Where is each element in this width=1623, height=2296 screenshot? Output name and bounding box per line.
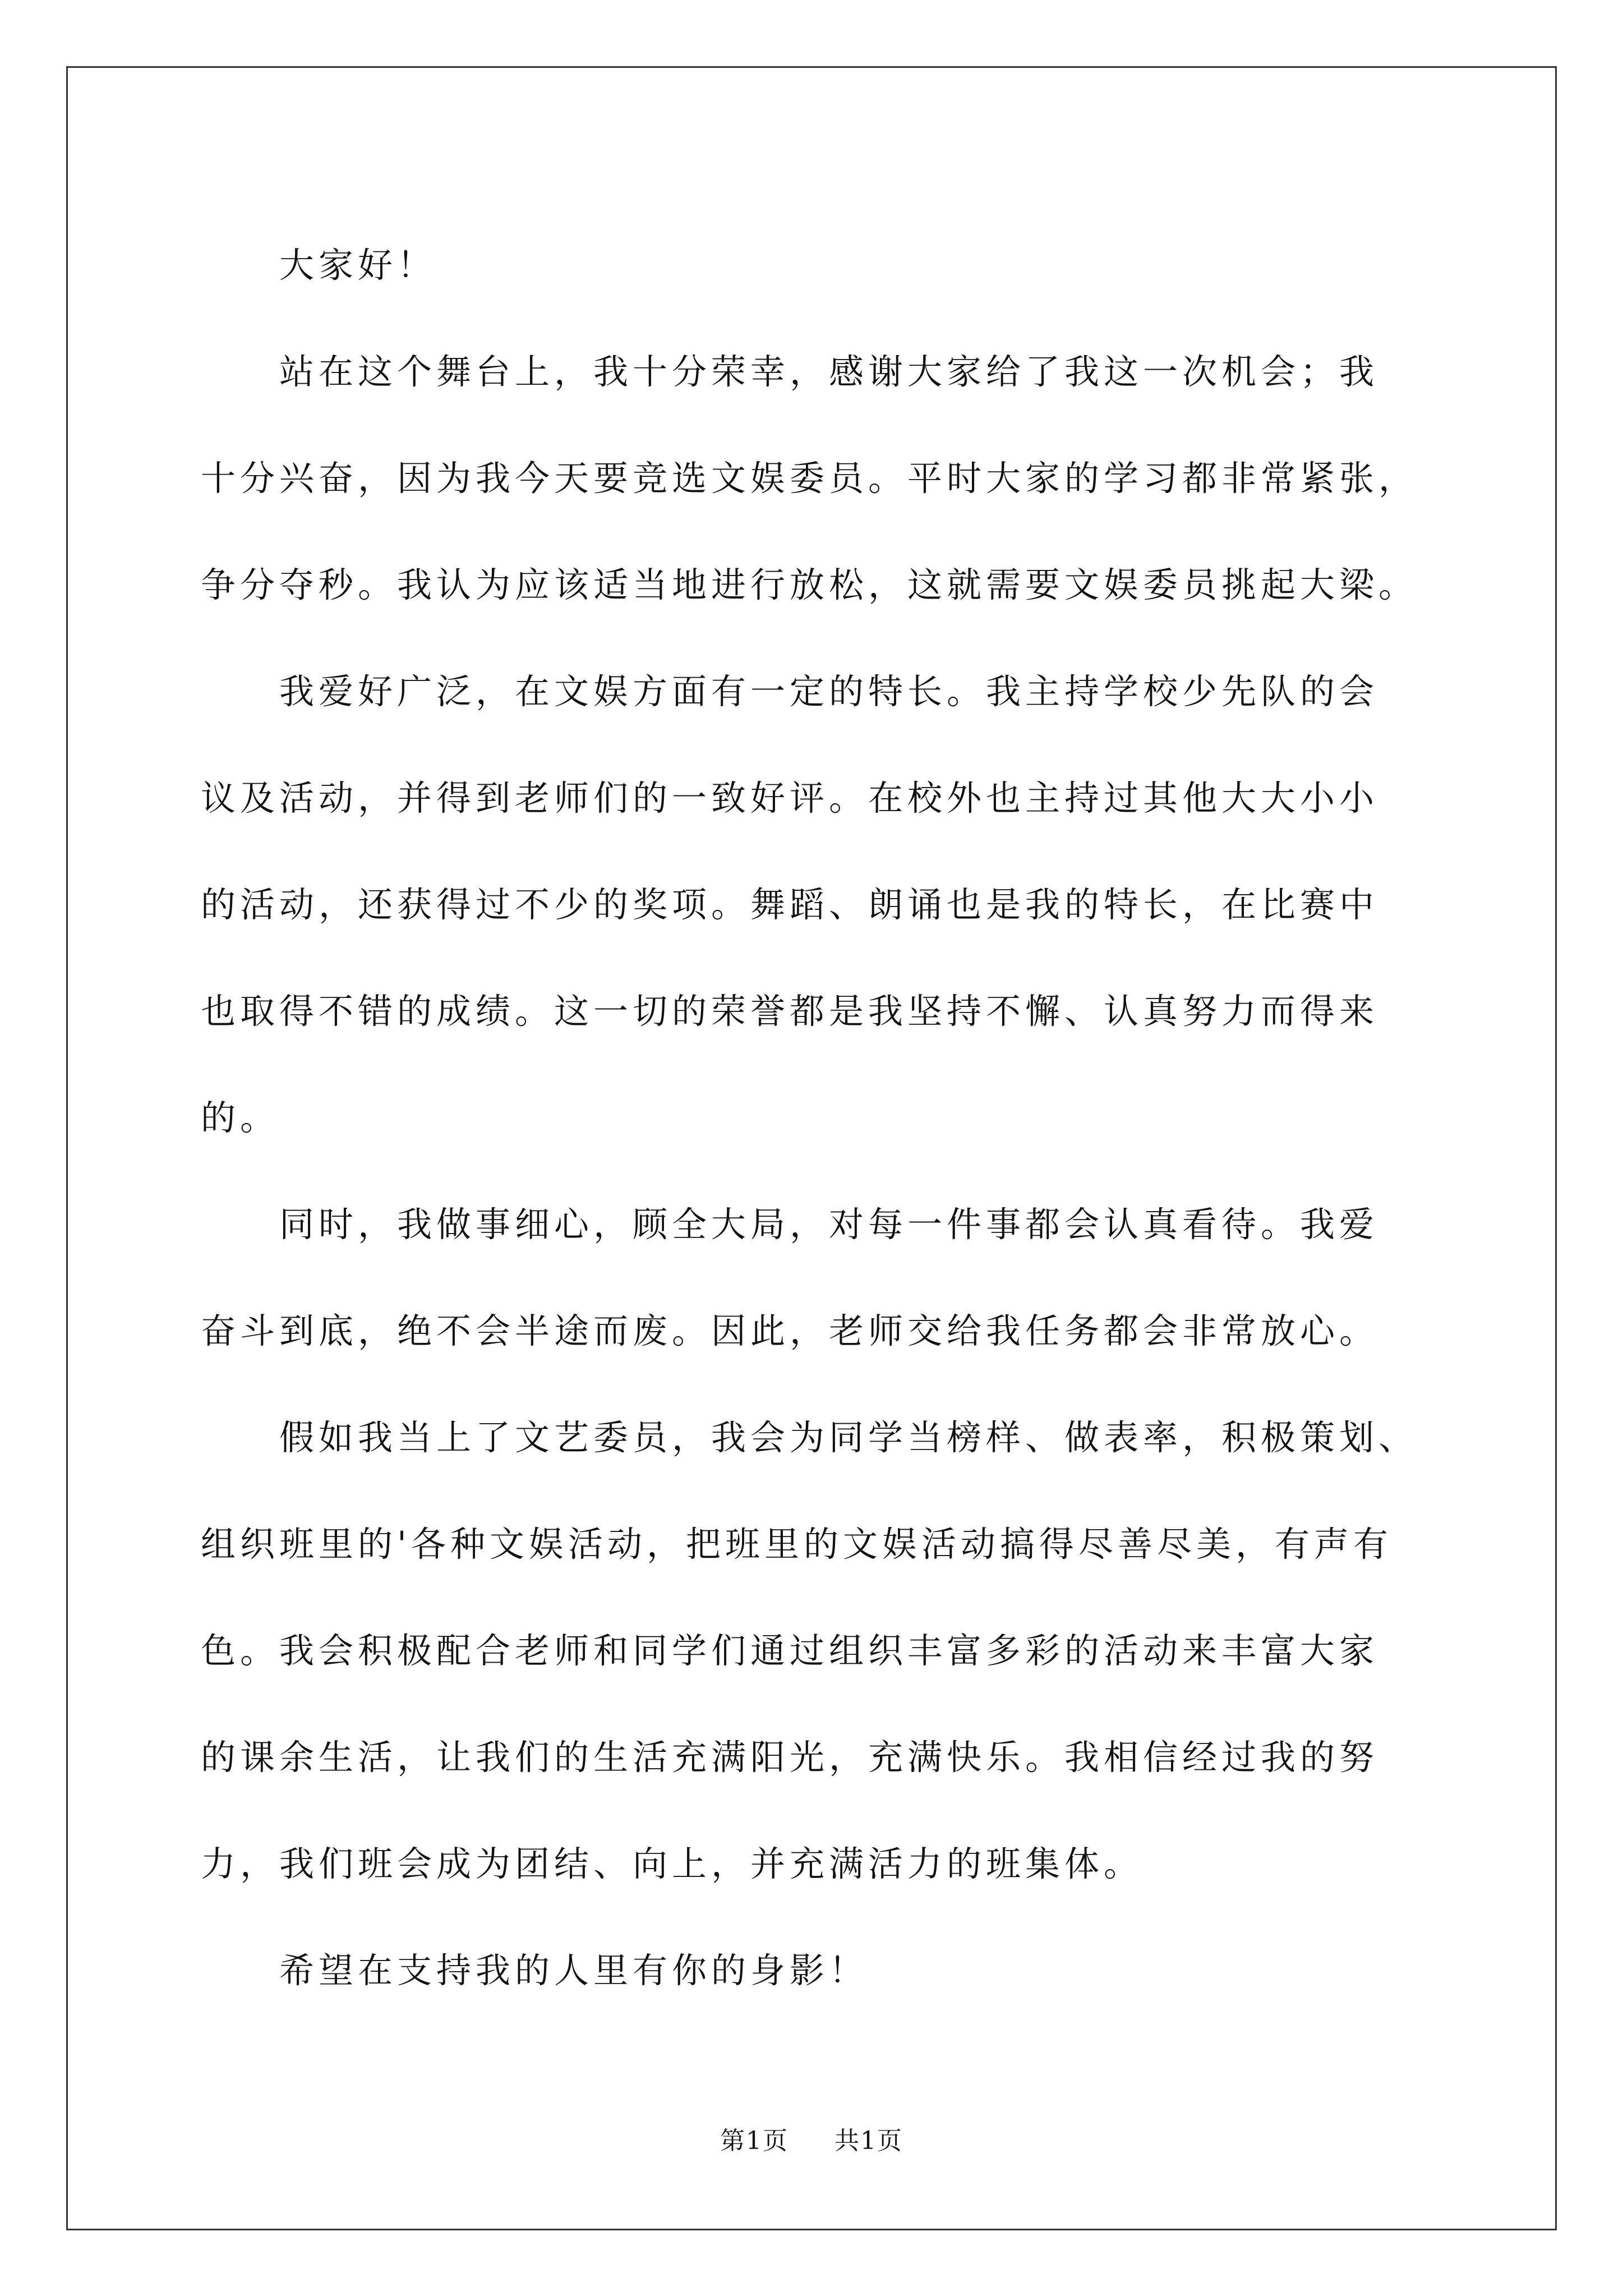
page-footer <box>0 2120 1623 2156</box>
paragraph-greeting <box>201 212 1435 319</box>
text-line: 我爱好广泛，在文娱方面有一定的特长。我主持学校少先队的会 <box>279 671 1379 712</box>
text-line: 也取得不错的成绩。这一切的荣誉都是我坚持不懈、认真努力而得来 <box>201 991 1379 1032</box>
document-body <box>201 212 1435 2024</box>
text-line: 的活动，还获得过不少的奖项。舞蹈、朗诵也是我的特长，在比赛中 <box>201 884 1379 925</box>
text-line: 的。 <box>201 1097 280 1138</box>
paragraph-closing <box>201 1917 1435 2024</box>
text-line: 议及活动，并得到老师们的一致好评。在校外也主持过其他大大小小 <box>201 777 1379 818</box>
text-line: 力，我们班会成为团结、向上，并充满活力的班集体。 <box>201 1843 1144 1884</box>
text-line: 站在这个舞台上，我十分荣幸，感谢大家给了我这一次机会；我 <box>279 351 1379 392</box>
paragraph-character <box>201 1171 1435 1384</box>
text-line: 争分夺秒。我认为应该适当地进行放松，这就需要文娱委员挑起大梁。 <box>201 564 1418 605</box>
text-line: 希望在支持我的人里有你的身影！ <box>279 1950 869 1991</box>
paragraph-strengths <box>201 638 1435 1171</box>
text-line: 十分兴奋，因为我今天要竞选文娱委员。平时大家的学习都非常紧张， <box>201 458 1418 499</box>
text-line: 组织班里的'各种文娱活动，把班里的文娱活动搞得尽善尽美，有声有 <box>201 1524 1393 1565</box>
text-line: 的课余生活，让我们的生活充满阳光，充满快乐。我相信经过我的努 <box>201 1737 1379 1778</box>
paragraph-intro <box>201 319 1435 638</box>
text-line: 奋斗到底，绝不会半途而废。因此，老师交给我任务都会非常放心。 <box>201 1310 1379 1351</box>
text-line: 色。我会积极配合老师和同学们通过组织丰富多彩的活动来丰富大家 <box>201 1630 1379 1671</box>
page-total: 共1页 <box>834 2127 903 2155</box>
page-number: 第1页 <box>720 2127 789 2155</box>
text-line: 假如我当上了文艺委员，我会为同学当榜样、做表率，积极策划、 <box>279 1417 1418 1458</box>
text-line: 同时，我做事细心，顾全大局，对每一件事都会认真看待。我爱 <box>279 1204 1379 1245</box>
text-line: 大家好！ <box>279 245 437 286</box>
paragraph-plans <box>201 1384 1435 1917</box>
